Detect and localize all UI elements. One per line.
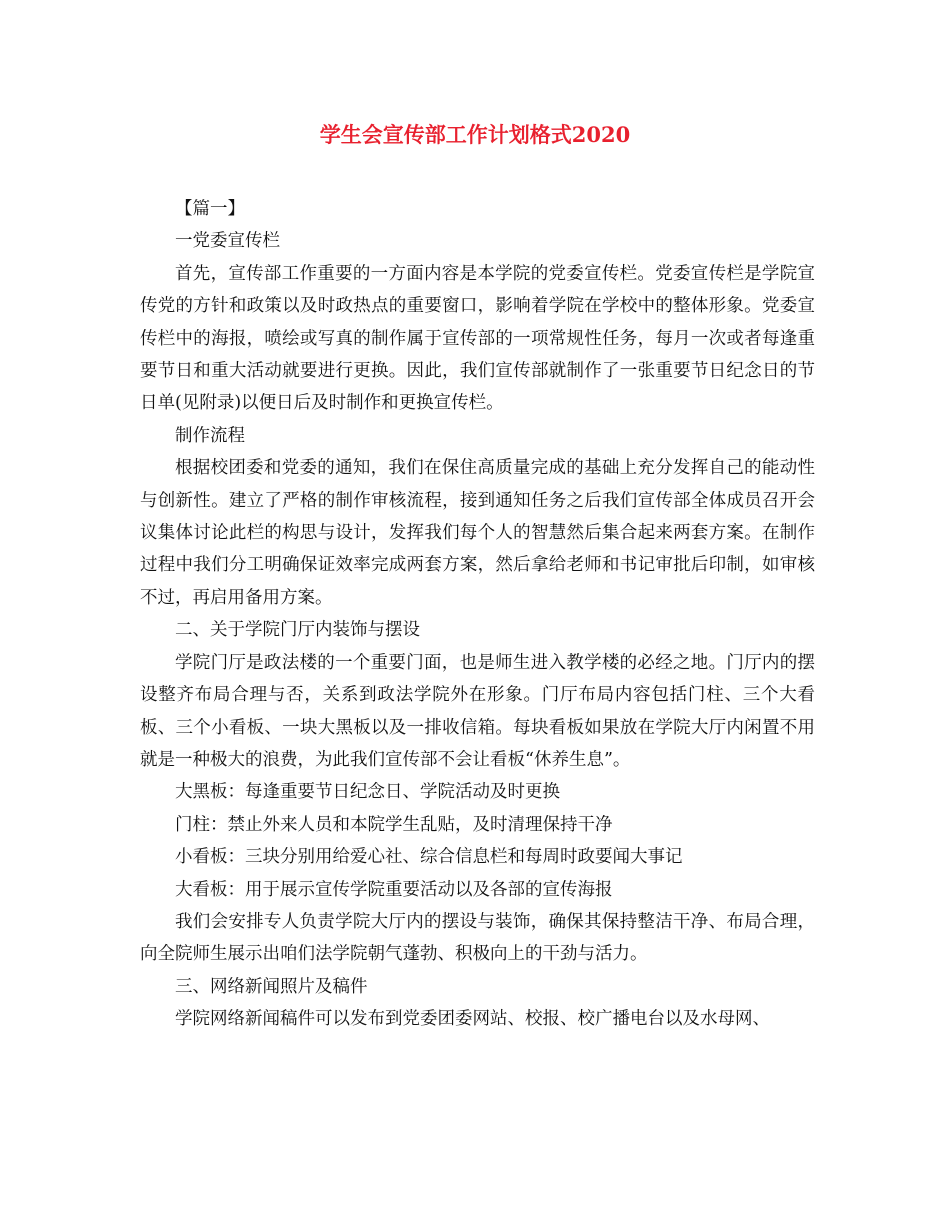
list-item-blackboard: 大黑板：每逢重要节日纪念日、学院活动及时更换	[175, 782, 560, 803]
section-heading-party-board: 一党委宣传栏	[175, 231, 280, 252]
document-body	[140, 193, 815, 1036]
paragraph-lobby-decoration: 学院门厅是政法楼的一个重要门面，也是师生进入教学楼的必经之地。门厅内的摆设整齐布局合理与否，关系到政法学院外在形象。门厅布局内容包括门柱、三个大看板、三个小看板、一块大黑板以及一排收信箱。每块看板如果放在学院大厅内闲置不用就是一种极大的浪费，为此我们宣传部不会让看板“休养生息”。	[140, 652, 815, 770]
list-item-small-board: 小看板：三块分别用给爱心社、综合信息栏和每周时政要闻大事记	[175, 847, 683, 868]
list-item-large-board: 大看板：用于展示宣传学院重要活动以及各部的宣传海报	[175, 879, 613, 900]
list-item-door-pillar: 门柱：禁止外来人员和本院学生乱贴，及时清理保持干净	[175, 814, 613, 835]
section-heading-lobby-decoration: 二、关于学院门厅内装饰与摆设	[175, 620, 420, 641]
paragraph-lobby-staff: 我们会安排专人负责学院大厅内的摆设与装饰，确保其保持整洁干净、布局合理，向全院师生展示出咱们法学院朝气蓬勃、积极向上的干劲与活力。	[140, 911, 815, 965]
section-marker: 【篇一】	[175, 199, 245, 219]
paragraph-party-board: 首先，宣传部工作重要的一方面内容是本学院的党委宣传栏。党委宣传栏是学院宣传党的方针和政策以及时政热点的重要窗口，影响着学院在学校中的整体形象。党委宣传栏中的海报，喷绘或写真的制作属于宣传部的一项常规性任务，每月一次或者每逢重要节日和重大活动就要进行更换。因此，我们宣传部就制作了一张重要节日纪念日的节日单(见附录)以便日后及时制作和更换宣传栏。	[140, 263, 815, 414]
paragraph-online-news: 学院网络新闻稿件可以发布到党委团委网站、校报、校广播电台以及水母网、	[175, 1009, 770, 1030]
section-heading-production-process: 制作流程	[175, 425, 245, 446]
section-heading-online-news: 三、网络新闻照片及稿件	[175, 976, 368, 997]
document-title: 学生会宣传部工作计划格式2020	[319, 122, 631, 147]
paragraph-production-process: 根据校团委和党委的通知，我们在保住高质量完成的基础上充分发挥自己的能动性与创新性。建立了严格的制作审核流程，接到通知任务之后我们宣传部全体成员召开会议集体讨论此栏的构思与设计，发挥我们每个人的智慧然后集合起来两套方案。在制作过程中我们分工明确保证效率完成两套方案，然后拿给老师和书记审批后印制，如审核不过，再启用备用方案。	[140, 458, 815, 608]
